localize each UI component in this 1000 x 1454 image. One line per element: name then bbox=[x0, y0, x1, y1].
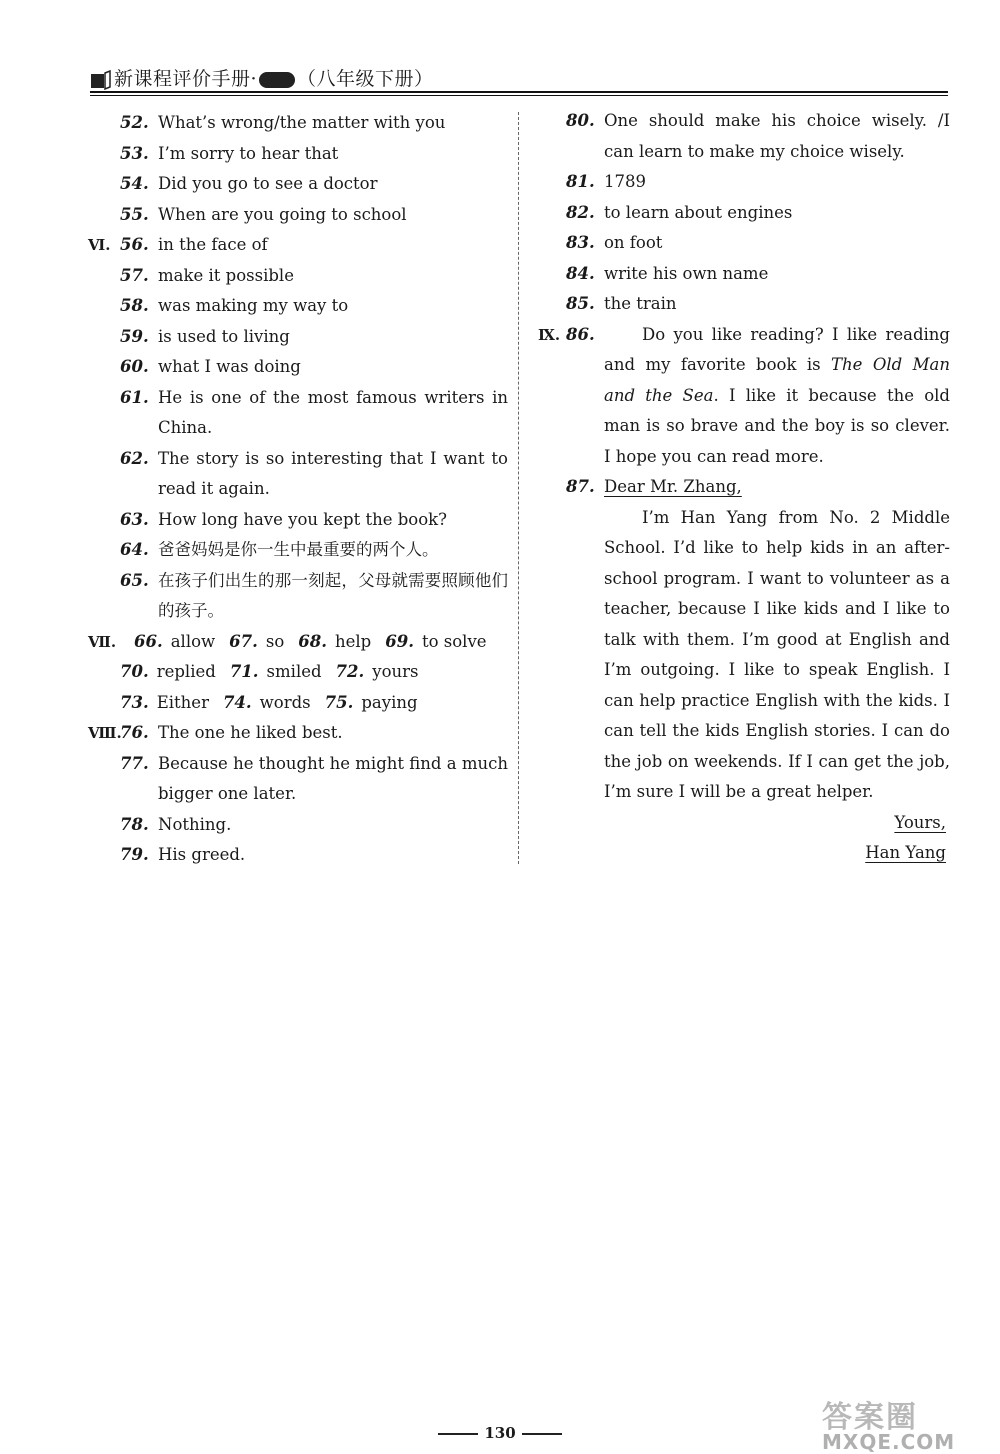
answer-group-vii bbox=[88, 627, 508, 719]
item-number: 53. bbox=[120, 143, 149, 163]
section-marker: Ⅷ. bbox=[88, 724, 122, 742]
answer-text: Do you like reading? I like reading and my favorite book is The Old Man and the Sea. I like it because the old man is so brave and the boy is so clever. I hope you can read more. bbox=[604, 324, 950, 466]
item-number: 60. bbox=[120, 357, 149, 376]
item-number: 56. bbox=[120, 235, 149, 254]
item-number: 83. bbox=[566, 233, 595, 252]
answer-text: Nothing. bbox=[158, 814, 232, 834]
answer-text: 爸爸妈妈是你一生中最重要的两个人。 bbox=[158, 540, 439, 559]
item-number: 52. bbox=[120, 113, 149, 132]
answer-text: replied bbox=[156, 662, 216, 681]
letter-greeting: Dear Mr. Zhang, bbox=[604, 477, 742, 496]
letter-body bbox=[538, 503, 950, 808]
answer-text: so bbox=[265, 631, 285, 651]
header-rule-thin bbox=[90, 95, 948, 96]
item-number: 65. bbox=[120, 570, 149, 590]
answer-text: The one he liked best. bbox=[158, 723, 343, 742]
answer-item bbox=[88, 352, 508, 383]
answer-text: in the face of bbox=[158, 235, 268, 254]
answer-text: the train bbox=[604, 294, 677, 313]
header-title-suffix: （八年级下册） bbox=[297, 68, 434, 90]
answer-item bbox=[88, 322, 508, 353]
item-number: 69. bbox=[385, 631, 414, 651]
item-number: 63. bbox=[120, 509, 149, 529]
left-column bbox=[88, 108, 508, 871]
answer-text: His greed. bbox=[158, 845, 246, 864]
letter-paragraph: I’m Han Yang from No. 2 Middle School. I’d like to help kids in an after-school program. I want to volunteer as a teacher, because I like kids and I like to talk with them. I’m good at English and I’m outgoing. I like to speak English. I can help practice English with the kids. I can tell the kids English stories. I can do the job on weekends. If I can get the job, I’m sure I will be a great helper. bbox=[604, 507, 950, 801]
answer-text: what I was doing bbox=[158, 357, 301, 376]
book-title: The Old Man and the Sea bbox=[604, 355, 950, 405]
answer-row bbox=[88, 688, 508, 719]
answer-row bbox=[88, 657, 508, 688]
item-number: 74. bbox=[222, 692, 252, 712]
answer-item bbox=[88, 169, 508, 200]
watermark-top: 答案圈 bbox=[822, 1400, 918, 1435]
item-number: 73. bbox=[120, 692, 149, 712]
emblem-icon bbox=[259, 72, 295, 88]
answer-row bbox=[88, 627, 508, 658]
item-number: 75. bbox=[324, 692, 354, 712]
item-number: 70. bbox=[120, 662, 149, 681]
item-number: 76. bbox=[120, 723, 149, 742]
answer-list-left-2 bbox=[88, 718, 508, 871]
answer-item bbox=[538, 289, 950, 320]
answer-item bbox=[88, 108, 508, 139]
letter-closing: Yours, bbox=[894, 812, 946, 832]
answer-item bbox=[538, 106, 950, 167]
letter-signature: Han Yang bbox=[865, 843, 946, 862]
answer-text: 在孩子们出生的那一刻起，父母就需要照顾他们的孩子。 bbox=[158, 570, 508, 620]
page-number: 130 bbox=[484, 1424, 516, 1442]
answer-item bbox=[88, 749, 508, 810]
letter-closing-wrap bbox=[538, 808, 950, 839]
header-title-prefix: 新课程评价手册· bbox=[114, 68, 258, 90]
answer-text: Either bbox=[156, 692, 209, 712]
header-title bbox=[114, 64, 434, 91]
answer-text: When are you going to school bbox=[158, 204, 407, 224]
item-number: 67. bbox=[229, 631, 258, 651]
item-number: 66. bbox=[134, 631, 163, 651]
item-number: 81. bbox=[566, 172, 595, 191]
item-number: 87. bbox=[566, 477, 595, 496]
answer-text: allow bbox=[170, 631, 216, 651]
answer-text: to solve bbox=[421, 631, 487, 651]
answer-item bbox=[88, 444, 508, 505]
answer-item bbox=[538, 259, 950, 290]
footer-ornament-left bbox=[438, 1433, 478, 1435]
letter-signature-wrap bbox=[538, 838, 950, 869]
answer-item bbox=[88, 566, 508, 627]
section-marker: Ⅶ. bbox=[88, 632, 117, 651]
answer-text: The story is so interesting that I want to read it again. bbox=[158, 448, 508, 498]
answer-item-86 bbox=[538, 320, 950, 473]
column-divider bbox=[518, 112, 519, 864]
answer-item bbox=[538, 167, 950, 198]
answer-text: paying bbox=[361, 692, 418, 712]
answer-text: One should make his choice wisely. /I can learn to make my choice wisely. bbox=[604, 111, 950, 161]
answer-list-right bbox=[538, 106, 950, 320]
answer-item bbox=[538, 198, 950, 229]
watermark bbox=[822, 1392, 992, 1454]
item-number: 82. bbox=[566, 202, 595, 222]
answer-item-87 bbox=[538, 472, 950, 503]
answer-item bbox=[88, 139, 508, 170]
answer-text: yours bbox=[372, 662, 419, 681]
item-number: 64. bbox=[120, 540, 149, 559]
answer-text: He is one of the most famous writers in China. bbox=[158, 387, 508, 437]
answer-text: What’s wrong/the matter with you bbox=[158, 113, 446, 132]
item-number: 72. bbox=[335, 662, 365, 681]
answer-list-left bbox=[88, 108, 508, 627]
item-number: 80. bbox=[566, 111, 595, 130]
answer-text: on foot bbox=[604, 233, 663, 252]
section-marker: Ⅸ. bbox=[538, 325, 561, 344]
item-number: 85. bbox=[566, 294, 595, 313]
answer-item bbox=[88, 505, 508, 536]
answer-item bbox=[88, 291, 508, 322]
answer-text: I’m sorry to hear that bbox=[158, 143, 339, 163]
answer-text: Did you go to see a doctor bbox=[158, 174, 378, 193]
answer-text: smiled bbox=[266, 662, 322, 681]
answer-text: 1789 bbox=[604, 172, 646, 191]
book-icon bbox=[90, 70, 112, 90]
item-number: 57. bbox=[120, 265, 149, 285]
answer-text: to learn about engines bbox=[604, 202, 793, 222]
item-number: 62. bbox=[120, 448, 149, 468]
item-number: 59. bbox=[120, 326, 149, 346]
answer-item bbox=[88, 535, 508, 566]
item-number: 71. bbox=[229, 662, 259, 681]
item-number: 58. bbox=[120, 296, 149, 315]
item-number: 84. bbox=[566, 263, 595, 283]
answer-text: is used to living bbox=[158, 326, 290, 346]
page-header bbox=[90, 60, 948, 96]
answer-item bbox=[88, 810, 508, 841]
answer-item bbox=[88, 230, 508, 261]
answer-text: How long have you kept the book? bbox=[158, 509, 447, 529]
item-number: 86. bbox=[566, 324, 595, 344]
header-rule bbox=[90, 91, 948, 93]
answer-item bbox=[88, 383, 508, 444]
item-number: 54. bbox=[120, 174, 149, 193]
item-number: 79. bbox=[120, 845, 149, 864]
answer-text: write his own name bbox=[604, 263, 769, 283]
answer-text: Because he thought he might find a much bigger one later. bbox=[158, 753, 508, 803]
watermark-bottom: MXQE.COM bbox=[822, 1430, 956, 1454]
answer-item bbox=[88, 718, 508, 749]
answer-text: make it possible bbox=[158, 265, 294, 285]
answer-text: words bbox=[259, 692, 311, 712]
right-column bbox=[538, 106, 950, 869]
item-number: 77. bbox=[120, 753, 149, 773]
item-number: 68. bbox=[298, 631, 328, 651]
answer-item bbox=[88, 840, 508, 871]
answer-text: was making my way to bbox=[158, 296, 349, 315]
item-number: 61. bbox=[120, 387, 149, 407]
answer-text: help bbox=[335, 631, 372, 651]
item-number: 78. bbox=[120, 814, 149, 834]
section-marker: Ⅵ. bbox=[88, 236, 111, 254]
answer-item bbox=[88, 200, 508, 231]
answer-item bbox=[538, 228, 950, 259]
item-number: 55. bbox=[120, 204, 149, 224]
answer-item bbox=[88, 261, 508, 292]
footer-ornament-right bbox=[522, 1433, 562, 1435]
